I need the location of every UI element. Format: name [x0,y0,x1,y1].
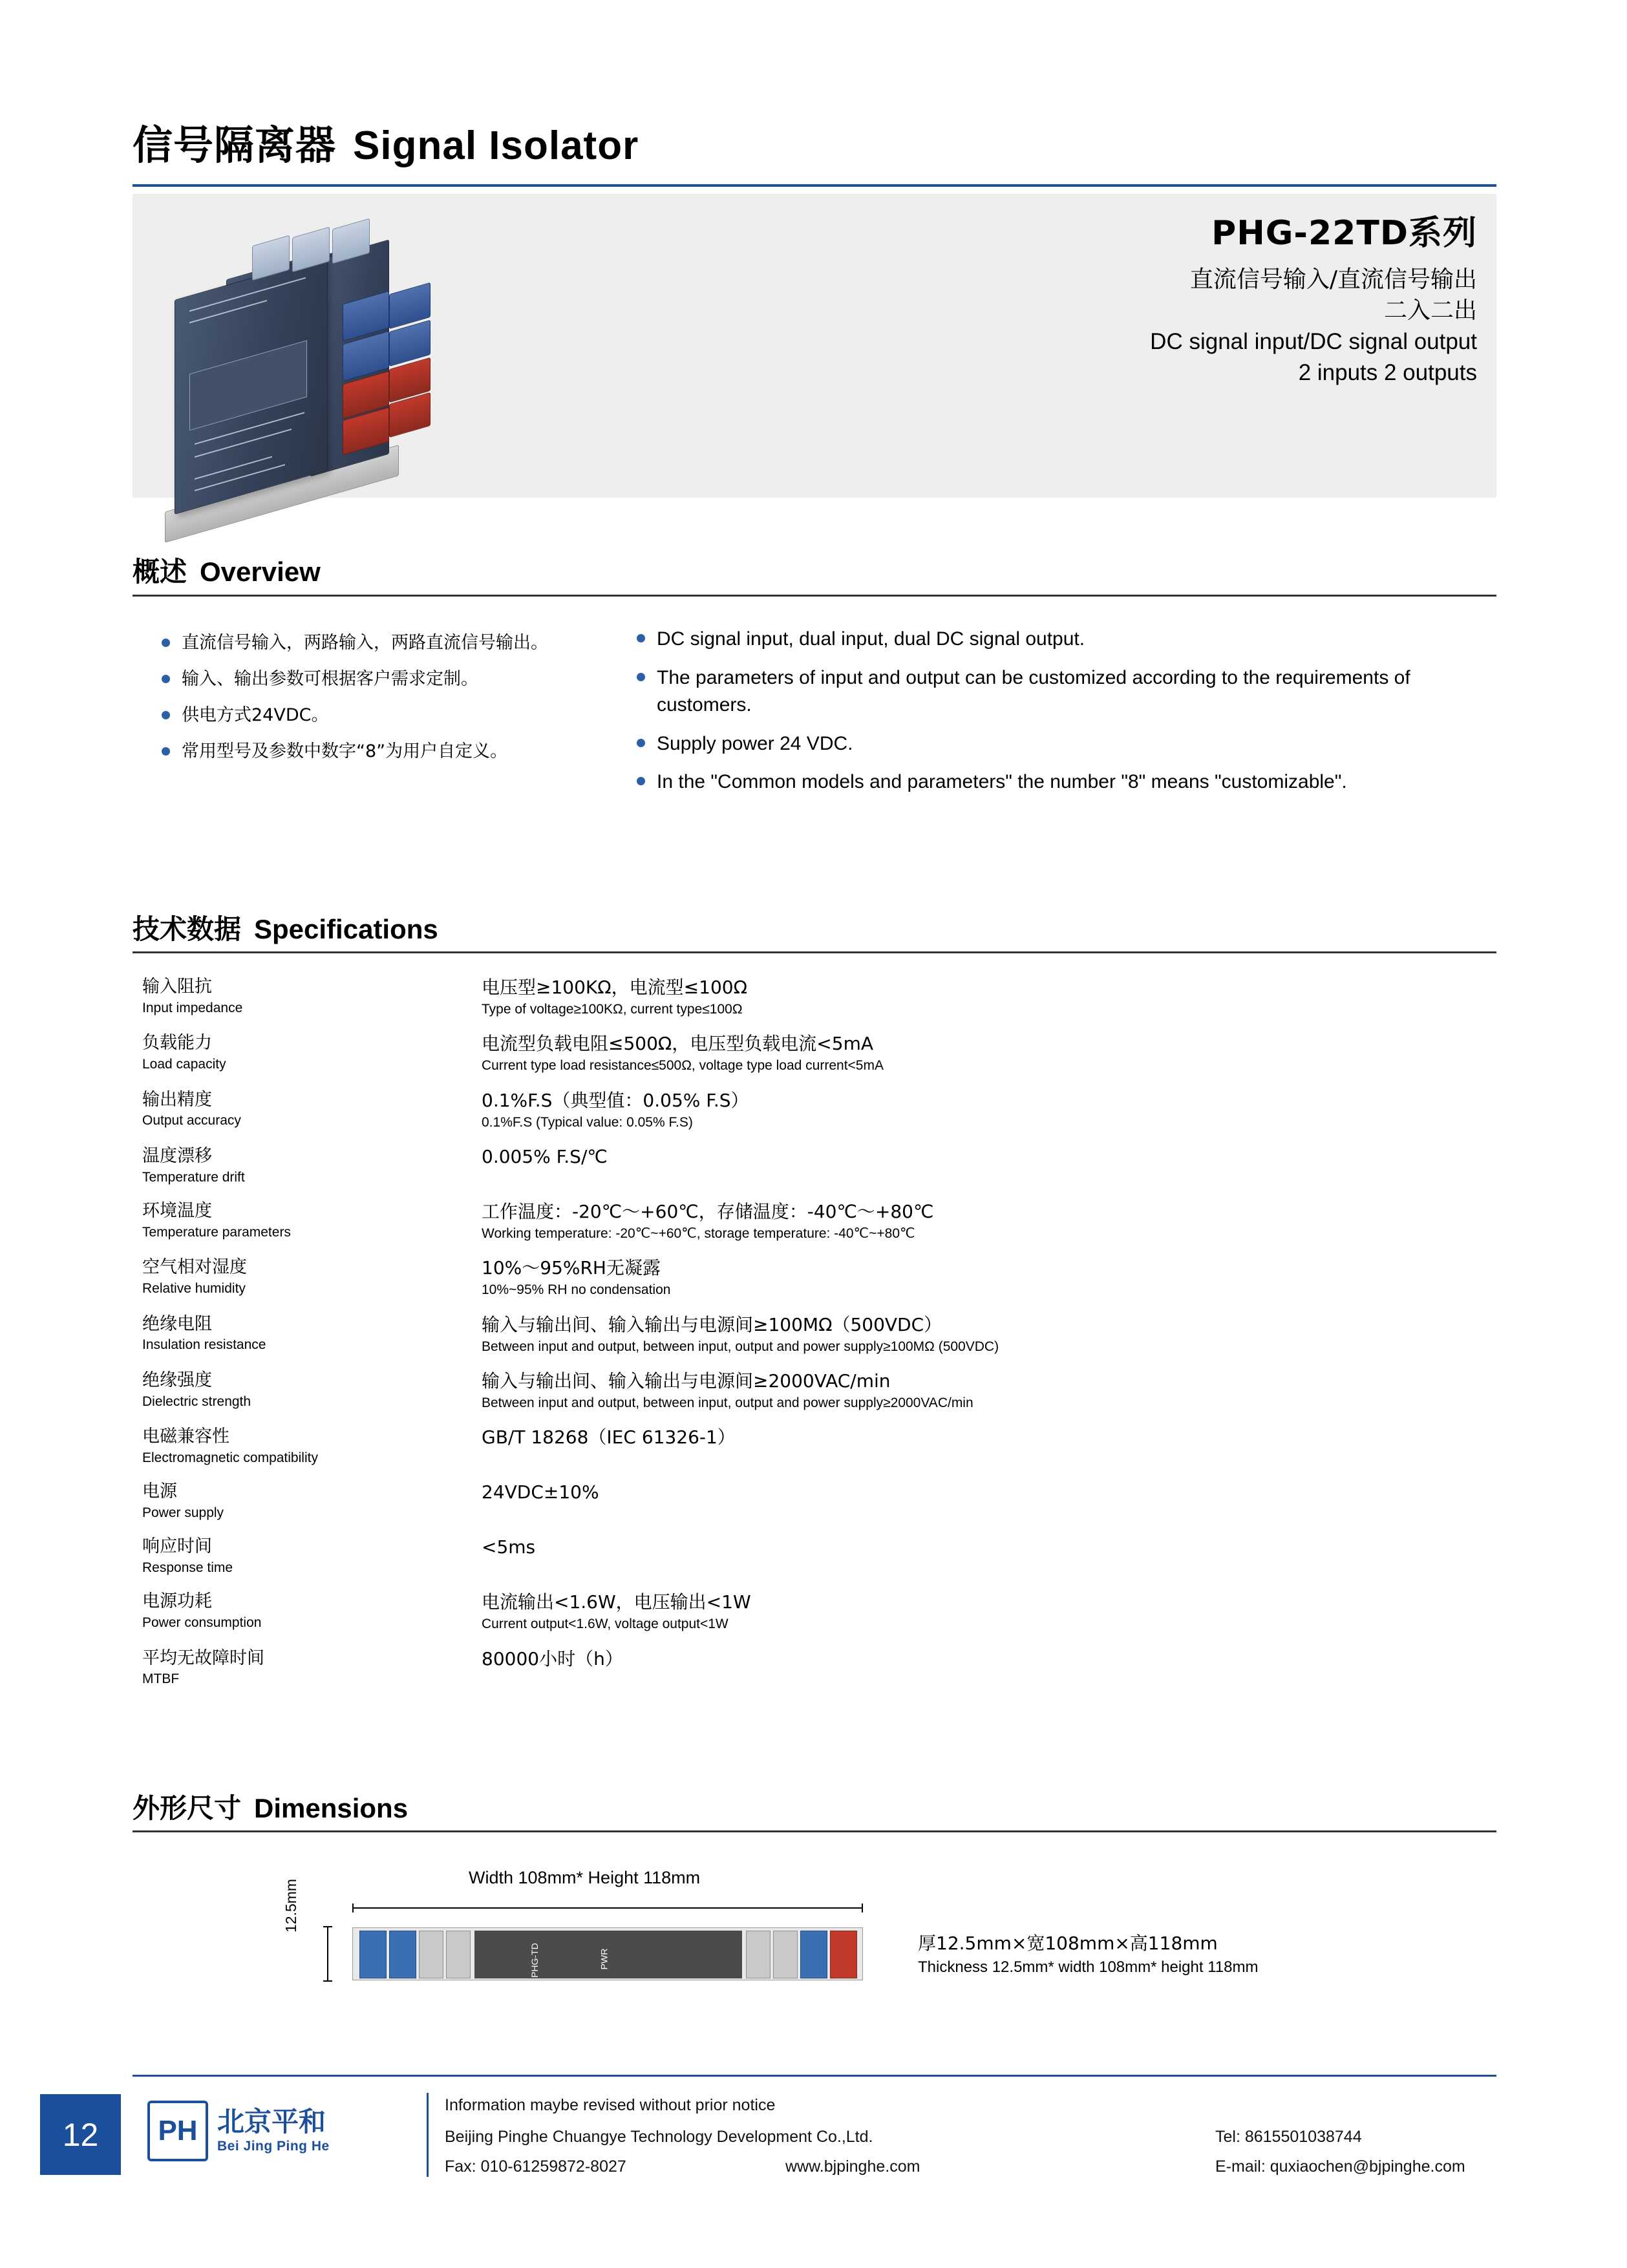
bullet-dot-icon [637,673,645,681]
spec-value [482,976,747,1018]
list-item-text: DC signal input, dual input, dual DC signal output. [657,628,1085,650]
list-item-text: 输入、输出参数可根据客户需求定制。 [182,669,478,690]
footer-divider-top [133,2075,1496,2077]
device-terminal-block-right-3 [800,1931,827,1978]
spec-label-cn: 空气相对湿度 [142,1257,247,1278]
footer-website[interactable]: www.bjpinghe.com [785,2157,920,2176]
spec-label [133,1313,482,1354]
table-row [133,1145,1496,1186]
table-row [133,1032,1496,1074]
spec-label [133,1032,482,1073]
hero-line-cn-2: 二入二出 [1383,297,1477,324]
specifications-heading [133,908,438,947]
page-title [133,113,639,171]
table-row [133,1591,1496,1633]
spec-label-en: Temperature parameters [142,1224,291,1240]
bullet-dot-icon [162,675,170,683]
overview-bullets-cn [162,630,627,776]
device-terminal-block-right-1 [746,1931,771,1978]
spec-label-cn: 温度漂移 [142,1145,212,1166]
spec-label [133,1481,482,1521]
table-row [133,1481,1496,1521]
table-row [133,1426,1496,1467]
spec-label-cn: 环境温度 [142,1200,212,1221]
list-item [162,666,627,692]
spec-value-en: Working temperature: -20℃~+60℃, storage temperature: -40℃~+80℃ [482,1225,915,1241]
spec-label [133,1145,482,1186]
company-logo [147,2101,330,2161]
spec-label-en: Power supply [142,1505,224,1520]
spec-value-cn: 电流型负载电阻≤500Ω，电压型负载电流<5mA [482,1033,874,1055]
list-item-text: 直流信号输入，两路输入，两路直流信号输出。 [182,633,548,653]
bullet-dot-icon [637,777,645,785]
logo-text-en: Bei Jing Ping He [217,2139,330,2154]
footer-tel: Tel: 8615501038744 [1215,2128,1362,2146]
page-title-en: Signal Isolator [353,123,639,168]
device-model-label: PHG-TD [529,1943,540,1978]
logo-mark-icon: PH [147,2101,208,2161]
table-row [133,1536,1496,1576]
list-item-text: Supply power 24 VDC. [657,732,853,754]
logo-text-cn: 北京平和 [217,2105,326,2137]
device-outline-drawing [352,1927,863,1980]
spec-label-cn: 电磁兼容性 [142,1426,229,1447]
spec-value-cn: 24VDC±10% [482,1481,599,1503]
spec-value-cn: <5ms [482,1536,536,1558]
spec-label-en: Dielectric strength [142,1394,251,1409]
spec-label-cn: 响应时间 [142,1536,212,1557]
spec-value-cn: 电流输出<1.6W，电压输出<1W [482,1591,751,1613]
spec-value [482,1089,749,1131]
table-row [133,1313,1496,1355]
dimensions-divider [133,1830,1496,1832]
spec-value [482,1200,933,1242]
table-row [133,1648,1496,1688]
list-item [637,664,1490,719]
hero-line-en-2: 2 inputs 2 outputs [1298,360,1477,386]
spec-label [133,1256,482,1297]
footer-vertical-divider [427,2093,429,2177]
overview-divider [133,595,1496,597]
spec-label [133,1370,482,1410]
dimension-thickness-label: 12.5mm [282,1878,299,1933]
spec-value [482,1426,736,1448]
table-row [133,1370,1496,1412]
table-row [133,1089,1496,1131]
spec-value-cn: 输入与输出间、输入输出与电源间≥2000VAC/min [482,1370,891,1392]
spec-label [133,1426,482,1467]
device-power-label: PWR [599,1948,610,1970]
list-item [162,630,627,655]
device-terminal-block-left-2 [389,1931,416,1978]
list-item-text: 常用型号及参数中数字“8”为用户自定义。 [182,741,508,762]
dimensions-heading-cn: 外形尺寸 [133,1792,242,1824]
specifications-table [133,976,1496,1702]
spec-label [133,976,482,1017]
overview-heading-en: Overview [200,556,321,587]
overview-heading-cn: 概述 [133,556,187,588]
spec-label-cn: 输入阻抗 [142,977,212,997]
list-item [637,768,1490,796]
footer-fax: Fax: 010-61259872-8027 [445,2157,626,2176]
page-number: 12 [40,2094,121,2175]
dimension-width-height-label: Width 108mm* Height 118mm [469,1868,701,1887]
bullet-dot-icon [637,739,645,747]
spec-label-en: Response time [142,1560,233,1575]
module-front [175,256,328,514]
spec-label-en: Power consumption [142,1615,262,1631]
spec-value [482,1032,884,1074]
spec-label-en: Temperature drift [142,1169,245,1185]
list-item-text: In the "Common models and parameters" the number "8" means "customizable". [657,771,1347,793]
overview-heading [133,551,321,589]
spec-label-en: Relative humidity [142,1280,246,1296]
spec-value-cn: 0.1%F.S（典型值：0.05% F.S） [482,1089,749,1111]
bullet-dot-icon [162,639,170,647]
spec-label-en: MTBF [142,1671,180,1687]
device-terminal-block-right-2 [773,1931,798,1978]
dimension-arrow-vertical [323,1926,332,1982]
spec-label [133,1200,482,1241]
spec-value-en: 10%~95% RH no condensation [482,1282,671,1298]
device-body [474,1931,742,1978]
spec-value-cn: 电压型≥100KΩ，电流型≤100Ω [482,977,747,998]
spec-value-en: Type of voltage≥100KΩ, current type≤100Ω [482,1002,743,1017]
device-terminal-block-left-1 [359,1931,387,1978]
spec-label-en: Output accuracy [142,1113,241,1129]
spec-value-cn: 0.005% F.S/℃ [482,1145,608,1167]
spec-label [133,1536,482,1576]
table-row [133,976,1496,1018]
spec-value [482,1313,999,1355]
spec-value-cn: 工作温度：-20℃～+60℃，存储温度：-40℃～+80℃ [482,1200,934,1222]
spec-value-cn: 80000小时（h） [482,1648,623,1669]
spec-value-cn: GB/T 18268（IEC 61326-1） [482,1426,736,1448]
list-item [162,703,627,728]
spec-value [482,1370,973,1412]
spec-value-cn: 10%～95%RH无凝露 [482,1257,661,1279]
footer-notice: Information maybe revised without prior notice [445,2096,776,2114]
dimension-arrow-horizontal [352,1903,863,1913]
spec-label-cn: 平均无故障时间 [142,1648,264,1668]
spec-value-en: Current type load resistance≤500Ω, voltage type load current<5mA [482,1058,884,1074]
spec-label-cn: 负载能力 [142,1033,212,1054]
spec-label-cn: 电源功耗 [142,1591,212,1612]
product-photo [149,200,601,588]
list-item-text: 供电方式24VDC。 [182,705,329,726]
spec-value [482,1145,608,1168]
dimension-note-en: Thickness 12.5mm* width 108mm* height 118mm [918,1958,1259,1976]
bullet-dot-icon [162,747,170,756]
spec-value [482,1536,535,1558]
spec-label-en: Insulation resistance [142,1337,266,1353]
spec-label [133,1648,482,1688]
spec-label-en: Electromagnetic compatibility [142,1450,318,1465]
specifications-heading-en: Specifications [254,914,438,944]
spec-label-cn: 绝缘电阻 [142,1313,212,1334]
table-row [133,1256,1496,1298]
specifications-divider [133,951,1496,953]
spec-label-en: Load capacity [142,1057,226,1072]
spec-label [133,1089,482,1130]
table-row [133,1200,1496,1242]
list-item-text: The parameters of input and output can be customized according to the requirements of customers. [657,666,1410,716]
dimensions-drawing [133,1868,1496,2030]
hero-line-cn-1: 直流信号输入/直流信号输出 [1189,266,1477,293]
dimension-note-cn: 厚12.5mm×宽108mm×高118mm [918,1933,1218,1954]
spec-label [133,1591,482,1631]
spec-value [482,1591,751,1633]
list-item [637,626,1490,653]
spec-value-en: Between input and output, between input, output and power supply≥2000VAC/min [482,1395,973,1410]
footer-company: Beijing Pinghe Chuangye Technology Development Co.,Ltd. [445,2128,873,2146]
hero-text-block [637,206,1477,388]
device-terminal-block-right-4 [830,1931,857,1978]
spec-label-en: Input impedance [142,1000,243,1015]
spec-value-en: Current output<1.6W, voltage output<1W [482,1616,728,1632]
hero-line-en-1: DC signal input/DC signal output [1150,329,1477,355]
footer-email[interactable]: E-mail: quxiaochen@bjpinghe.com [1215,2157,1465,2176]
spec-label-cn: 输出精度 [142,1089,212,1110]
page-title-cn: 信号隔离器 [133,122,337,169]
bullet-dot-icon [162,711,170,719]
spec-value-cn: 输入与输出间、输入输出与电源间≥100MΩ（500VDC） [482,1313,942,1335]
spec-value-en: 0.1%F.S (Typical value: 0.05% F.S) [482,1114,693,1130]
product-model: PHG-22TD系列 [1211,214,1477,253]
overview-bullets-en [637,626,1490,807]
list-item [637,730,1490,758]
device-terminal-block-left-4 [446,1931,471,1978]
dimensions-heading-en: Dimensions [254,1793,409,1823]
spec-value [482,1256,670,1298]
spec-value-en: Between input and output, between input, output and power supply≥100MΩ (500VDC) [482,1339,999,1354]
dimensions-heading [133,1787,408,1826]
spec-value [482,1648,623,1670]
spec-value [482,1481,599,1503]
spec-label-cn: 电源 [142,1481,177,1502]
list-item [162,739,627,764]
title-divider [133,184,1496,187]
specifications-heading-cn: 技术数据 [133,913,242,945]
bullet-dot-icon [637,634,645,642]
device-terminal-block-left-3 [419,1931,443,1978]
spec-label-cn: 绝缘强度 [142,1370,212,1390]
